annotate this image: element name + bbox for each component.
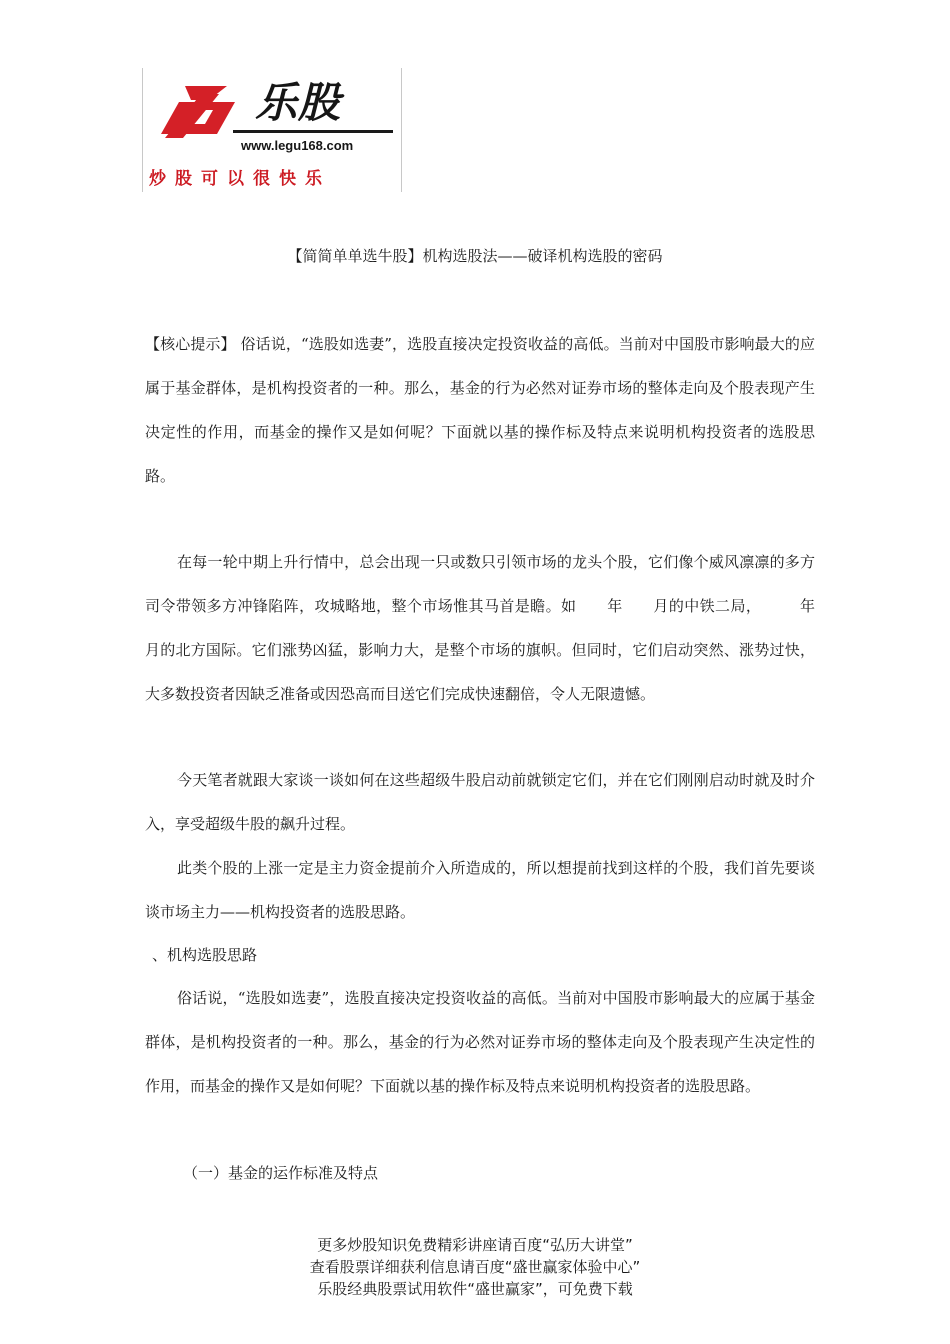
footer-line-1: 更多炒股知识免费精彩讲座请百度“弘历大讲堂” [317, 1236, 633, 1254]
subsection-heading: （一）基金的运作标准及特点 [183, 1164, 379, 1182]
body-paragraph-3: 此类个股的上涨一定是主力资金提前介入所造成的，所以想提前找到这样的个股，我们首先要谈谈市场主力——机构投资者的选股思路。 [145, 859, 815, 921]
footer-line-3: 乐股经典股票试用软件“盛世赢家”，可免费下载 [317, 1280, 633, 1298]
body-paragraph-2: 今天笔者就跟大家谈一谈如何在这些超级牛股启动前就锁定它们，并在它们刚刚启动时就及时介入，享受超级牛股的飙升过程。 [145, 771, 815, 833]
logo-url: www.legu168.com [241, 138, 354, 153]
section-paragraph: 俗话说，“选股如选妻”，选股直接决定投资收益的高低。当前对中国股市影响最大的应属于基金群体，是机构投资者的一种。那么，基金的行为必然对证券市场的整体走向及个股表现产生决定性的作用，而基金的操作又是如何呢？下面就以基的操作标及特点来说明机构投资者的选股思路。 [145, 989, 815, 1095]
logo-brand: 乐股 [255, 78, 342, 127]
footer-line-2: 查看股票详细获利信息请百度“盛世赢家体验中心” [309, 1258, 641, 1276]
summary-paragraph: 【核心提示】 俗话说，“选股如选妻”，选股直接决定投资收益的高低。当前对中国股市影响最大的应属于基金群体，是机构投资者的一种。那么，基金的行为必然对证券市场的整体走向及个股表现产生决定性的作用，而基金的操作又是如何呢？下面就以基的操作标及特点来说明机构投资者的选股思路。 [145, 335, 815, 485]
document-title: 【简简单单选牛股】机构选股法——破译机构选股的密码 [287, 247, 663, 265]
logo-slogan: 炒股可以很快乐 [149, 169, 331, 189]
body-paragraph-1: 在每一轮中期上升行情中，总会出现一只或数只引领市场的龙头个股，它们像个威风凛凛的多方司令带领多方冲锋陷阵，攻城略地，整个市场惟其马首是瞻。如 年 月的中铁二局， 年 月的北方国际。它们涨势凶猛，影响力大，是整个市场的旗帜。但同时，它们启动突然、涨势过快，大多数投资者因缺乏准备或因恐高而目送它们完成快速翻倍，令人无限遗憾。 [145, 553, 831, 703]
logo [142, 68, 402, 192]
section-heading: 、机构选股思路 [152, 946, 258, 964]
